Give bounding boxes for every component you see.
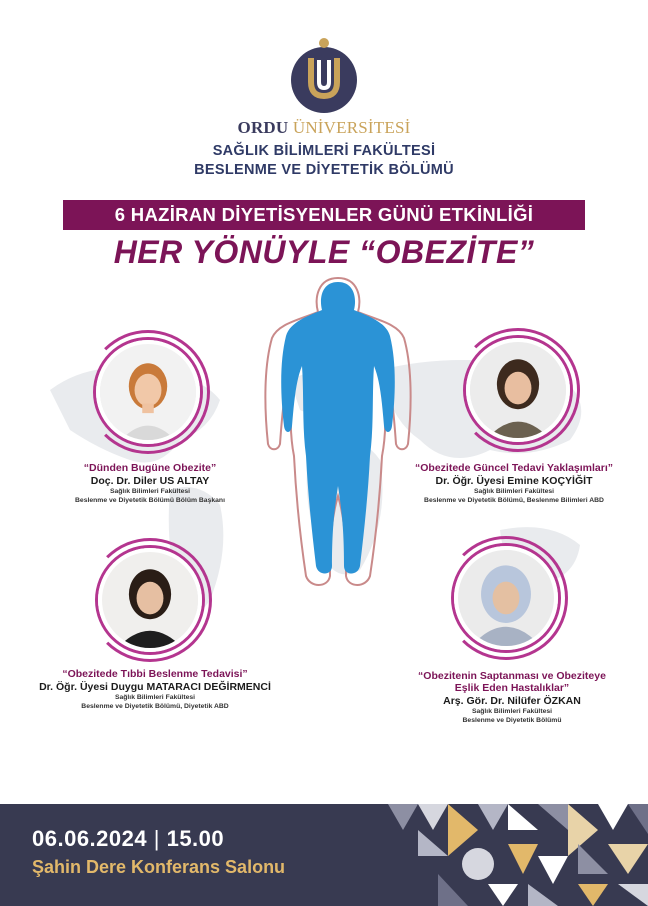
speaker-affiliation: Beslenme ve Diyetetik Bölümü [462,717,562,724]
event-venue: Şahin Dere Konferans Salonu [32,857,286,877]
event-headline: HER YÖNÜYLE “OBEZİTE” [113,234,535,270]
speaker-name: Dr. Öğr. Üyesi Emine KOÇYİĞİT [435,475,593,487]
speaker-affiliation: Sağlık Bilimleri Fakültesi [114,694,196,701]
decorative-pattern [348,804,648,906]
faculty-name: SAĞLIK BİLİMLERİ FAKÜLTESİ [212,143,436,159]
speaker-affiliation: Sağlık Bilimleri Fakültesi [473,488,555,495]
speaker-affiliation: Sağlık Bilimleri Fakültesi [109,488,191,495]
talk-topic: Eşlik Eden Hastalıklar” [454,682,570,694]
event-date: 06.06.2024 [32,826,148,851]
event-date-time [32,826,224,852]
speaker-affiliation: Beslenme ve Diyetetik Bölümü, Beslenme Bilimleri ABD [424,497,604,504]
event-banner: 6 HAZİRAN DİYETİSYENLER GÜNÜ ETKİNLİĞİ [63,200,585,230]
speaker-photo [98,548,202,652]
talk-topic: “Obezitede Tıbbi Beslenme Tedavisi” [62,668,248,680]
speaker-card [10,668,300,711]
university-logo [289,34,359,114]
speaker-photo [466,338,570,442]
university-name-bold: ORDU [237,118,289,137]
event-footer [0,804,648,906]
speaker-name: Arş. Gör. Dr. Nilüfer ÖZKAN [443,695,581,707]
speaker-photo [454,546,558,650]
event-time: 15.00 [166,826,225,851]
human-silhouette-icon [258,276,418,596]
university-name [0,118,648,138]
date-separator: | [153,826,160,851]
speaker-affiliation: Beslenme ve Diyetetik Bölümü, Diyetetik ABD [81,703,229,710]
speaker-affiliation: Sağlık Bilimleri Fakültesi [471,708,553,715]
speaker-card [30,462,270,505]
talk-topic: “Obezitenin Saptanması ve Obeziteye [418,670,606,682]
talk-topic: “Dünden Bugüne Obezite” [83,462,217,474]
speaker-card [380,670,644,725]
speaker-photo [96,340,200,444]
department-name: BESLENME VE DİYETETİK BÖLÜMÜ [194,162,454,178]
speaker-affiliation: Beslenme ve Diyetetik Bölümü Bölüm Başkanı [75,497,225,504]
speaker-name: Dr. Öğr. Üyesi Duygu MATARACI DEĞİRMENCİ [39,681,271,693]
talk-topic: “Obezitede Güncel Tedavi Yaklaşımları” [414,462,614,474]
university-name-thin: ÜNİVERSİTESİ [292,118,411,137]
speaker-card [388,462,640,505]
speaker-name: Doç. Dr. Diler US ALTAY [90,475,210,487]
